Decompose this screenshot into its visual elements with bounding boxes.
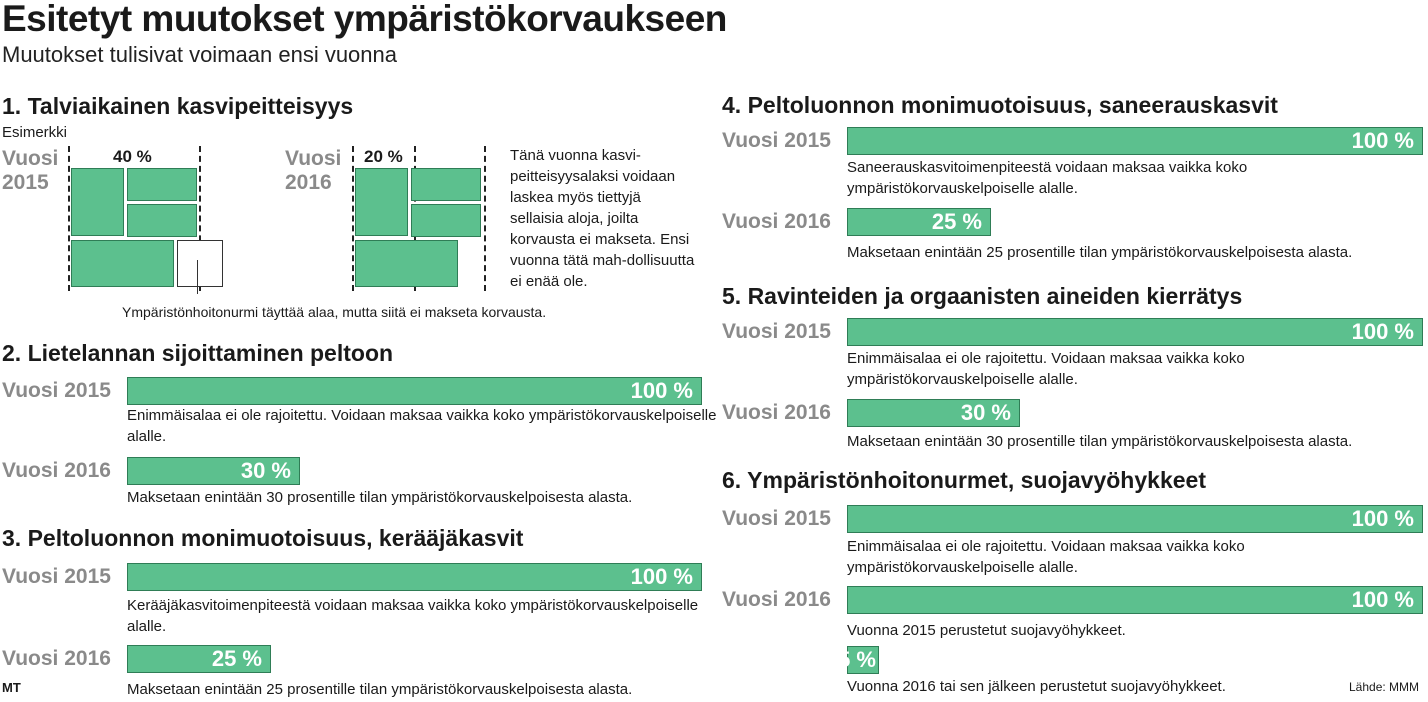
example-side-text: Tänä vuonna kasvi-peitteisyysalaksi voidaan laskea myös tiettyjä sellaisia aloja, joilta korvausta ei makseta. Ensi vuonna tätä mah-dollisuutta ei enää ole. [510,147,695,290]
bar-note: Enimmäisalaa ei ole rajoitettu. Voidaan maksaa vaikka koko ympäristökorvauskelpoiselle alalle. [127,407,717,445]
bar-year-label: Vuosi 2015 [2,379,111,402]
bar-year-label: Vuosi 2016 [2,459,111,482]
bar-year-label: Vuosi 2016 [722,588,831,611]
section-6-title: 6. Ympäristönhoitonurmet, suojavyöhykkeet [722,467,1206,493]
bar-value-label: 30 % [960,400,1011,425]
example-2015-block [127,168,197,201]
example-2015-year: Vuosi 2015 [2,147,59,194]
bar [847,505,1423,533]
caption-pointer [197,260,198,294]
bar-value-label: 25 % [211,646,262,671]
section-3-title: 3. Peltoluonnon monimuotoisuus, kerääjäkasvit [2,525,524,551]
bar-note: Maksetaan enintään 25 prosentille tilan ympäristökorvauskelpoisesta alasta. [127,681,633,698]
bar [847,586,1423,614]
bar-note: Enimmäisalaa ei ole rajoitettu. Voidaan maksaa vaikka koko ympäristökorvauskelpoiselle alalle. [847,538,1245,576]
bar [847,208,991,236]
bar [127,563,702,591]
section-2-title: 2. Lietelannan sijoittaminen peltoon [2,340,394,366]
example-2016-far-dash [484,146,486,291]
bar [847,399,1020,427]
bar-year-label: Vuosi 2016 [2,647,111,670]
section-1-title: 1. Talviaikainen kasvipeitteisyys [2,93,354,119]
page-subtitle: Muutokset tulisivat voimaan ensi vuonna [2,42,397,67]
bar-value-label: 25 % [931,209,982,234]
bar-year-label: Vuosi 2016 [722,401,831,424]
bar-value-label: 100 % [1351,506,1414,531]
bar-note: Enimmäisalaa ei ole rajoitettu. Voidaan maksaa vaikka koko ympäristökorvauskelpoiselle alalle. [847,350,1245,388]
bar-year-label: Vuosi 2015 [2,565,111,588]
example-2016-block [355,168,408,236]
bar-year-label: Vuosi 2016 [722,210,831,233]
bar [838,646,879,674]
bar [847,318,1423,346]
example-caption: Ympäristönhoitonurmi täyttää alaa, mutta siitä ei makseta korvausta. [122,304,547,320]
example-2016-block [411,168,481,201]
bar-value-label: 100 % [630,564,693,589]
bar-value-label: 100 % [1351,319,1414,344]
bar-note: Saneerauskasvitoimenpiteestä voidaan maksaa vaikka koko ympäristökorvauskelpoiselle alalle. [847,159,1248,197]
example-2016-block [411,204,481,237]
bar [127,377,702,405]
example-2016-left-dash [352,146,354,291]
bar [127,645,271,673]
section-5-title: 5. Ravinteiden ja orgaanisten aineiden kierrätys [722,283,1243,309]
bar-note: Maksetaan enintään 25 prosentille tilan ympäristökorvauskelpoisesta alasta. [847,244,1353,261]
bar-year-label: Vuosi 2015 [722,129,831,152]
bar-note: Vuonna 2015 perustetut suojavyöhykkeet. [847,622,1126,639]
example-2016-pct: 20 % [364,147,403,166]
bar-value-label: 30 % [240,458,291,483]
bar [847,127,1423,155]
brand-logo: MT [2,680,21,695]
bar-note: Maksetaan enintään 30 prosentille tilan ympäristökorvauskelpoisesta alasta. [127,489,633,506]
example-2016-block [355,240,458,287]
example-label: Esimerkki [2,124,68,141]
bar-year-label: Vuosi 2015 [722,320,831,343]
example-2015-left-dash [68,146,70,291]
example-2015-block [71,240,174,287]
example-2015-pct: 40 % [113,147,152,166]
bar-value-label: 100 % [1351,128,1414,153]
bar [127,457,300,485]
example-2016-year: Vuosi 2016 [285,147,342,194]
bar-year-label: Vuosi 2015 [722,507,831,530]
bar-note: Vuonna 2016 tai sen jälkeen perustetut suojavyöhykkeet. [847,678,1226,695]
bar-value-label: 100 % [1351,587,1414,612]
section-4-title: 4. Peltoluonnon monimuotoisuus, saneerauskasvit [722,92,1278,118]
source-label: Lähde: MMM [1349,680,1420,694]
bar-note: Kerääjäkasvitoimenpiteestä voidaan maksaa vaikka koko ympäristökorvauskelpoiselle alalle. [127,597,699,635]
example-2015-block [71,168,124,236]
example-2015-empty-block [177,240,223,287]
bar-value-label: 100 % [630,378,693,403]
example-2015-block [127,204,197,237]
bar-note: Maksetaan enintään 30 prosentille tilan ympäristökorvauskelpoisesta alasta. [847,433,1353,450]
bar-value-label: 5 % [838,647,876,672]
page-title: Esitetyt muutokset ympäristökorvaukseen [2,0,727,39]
